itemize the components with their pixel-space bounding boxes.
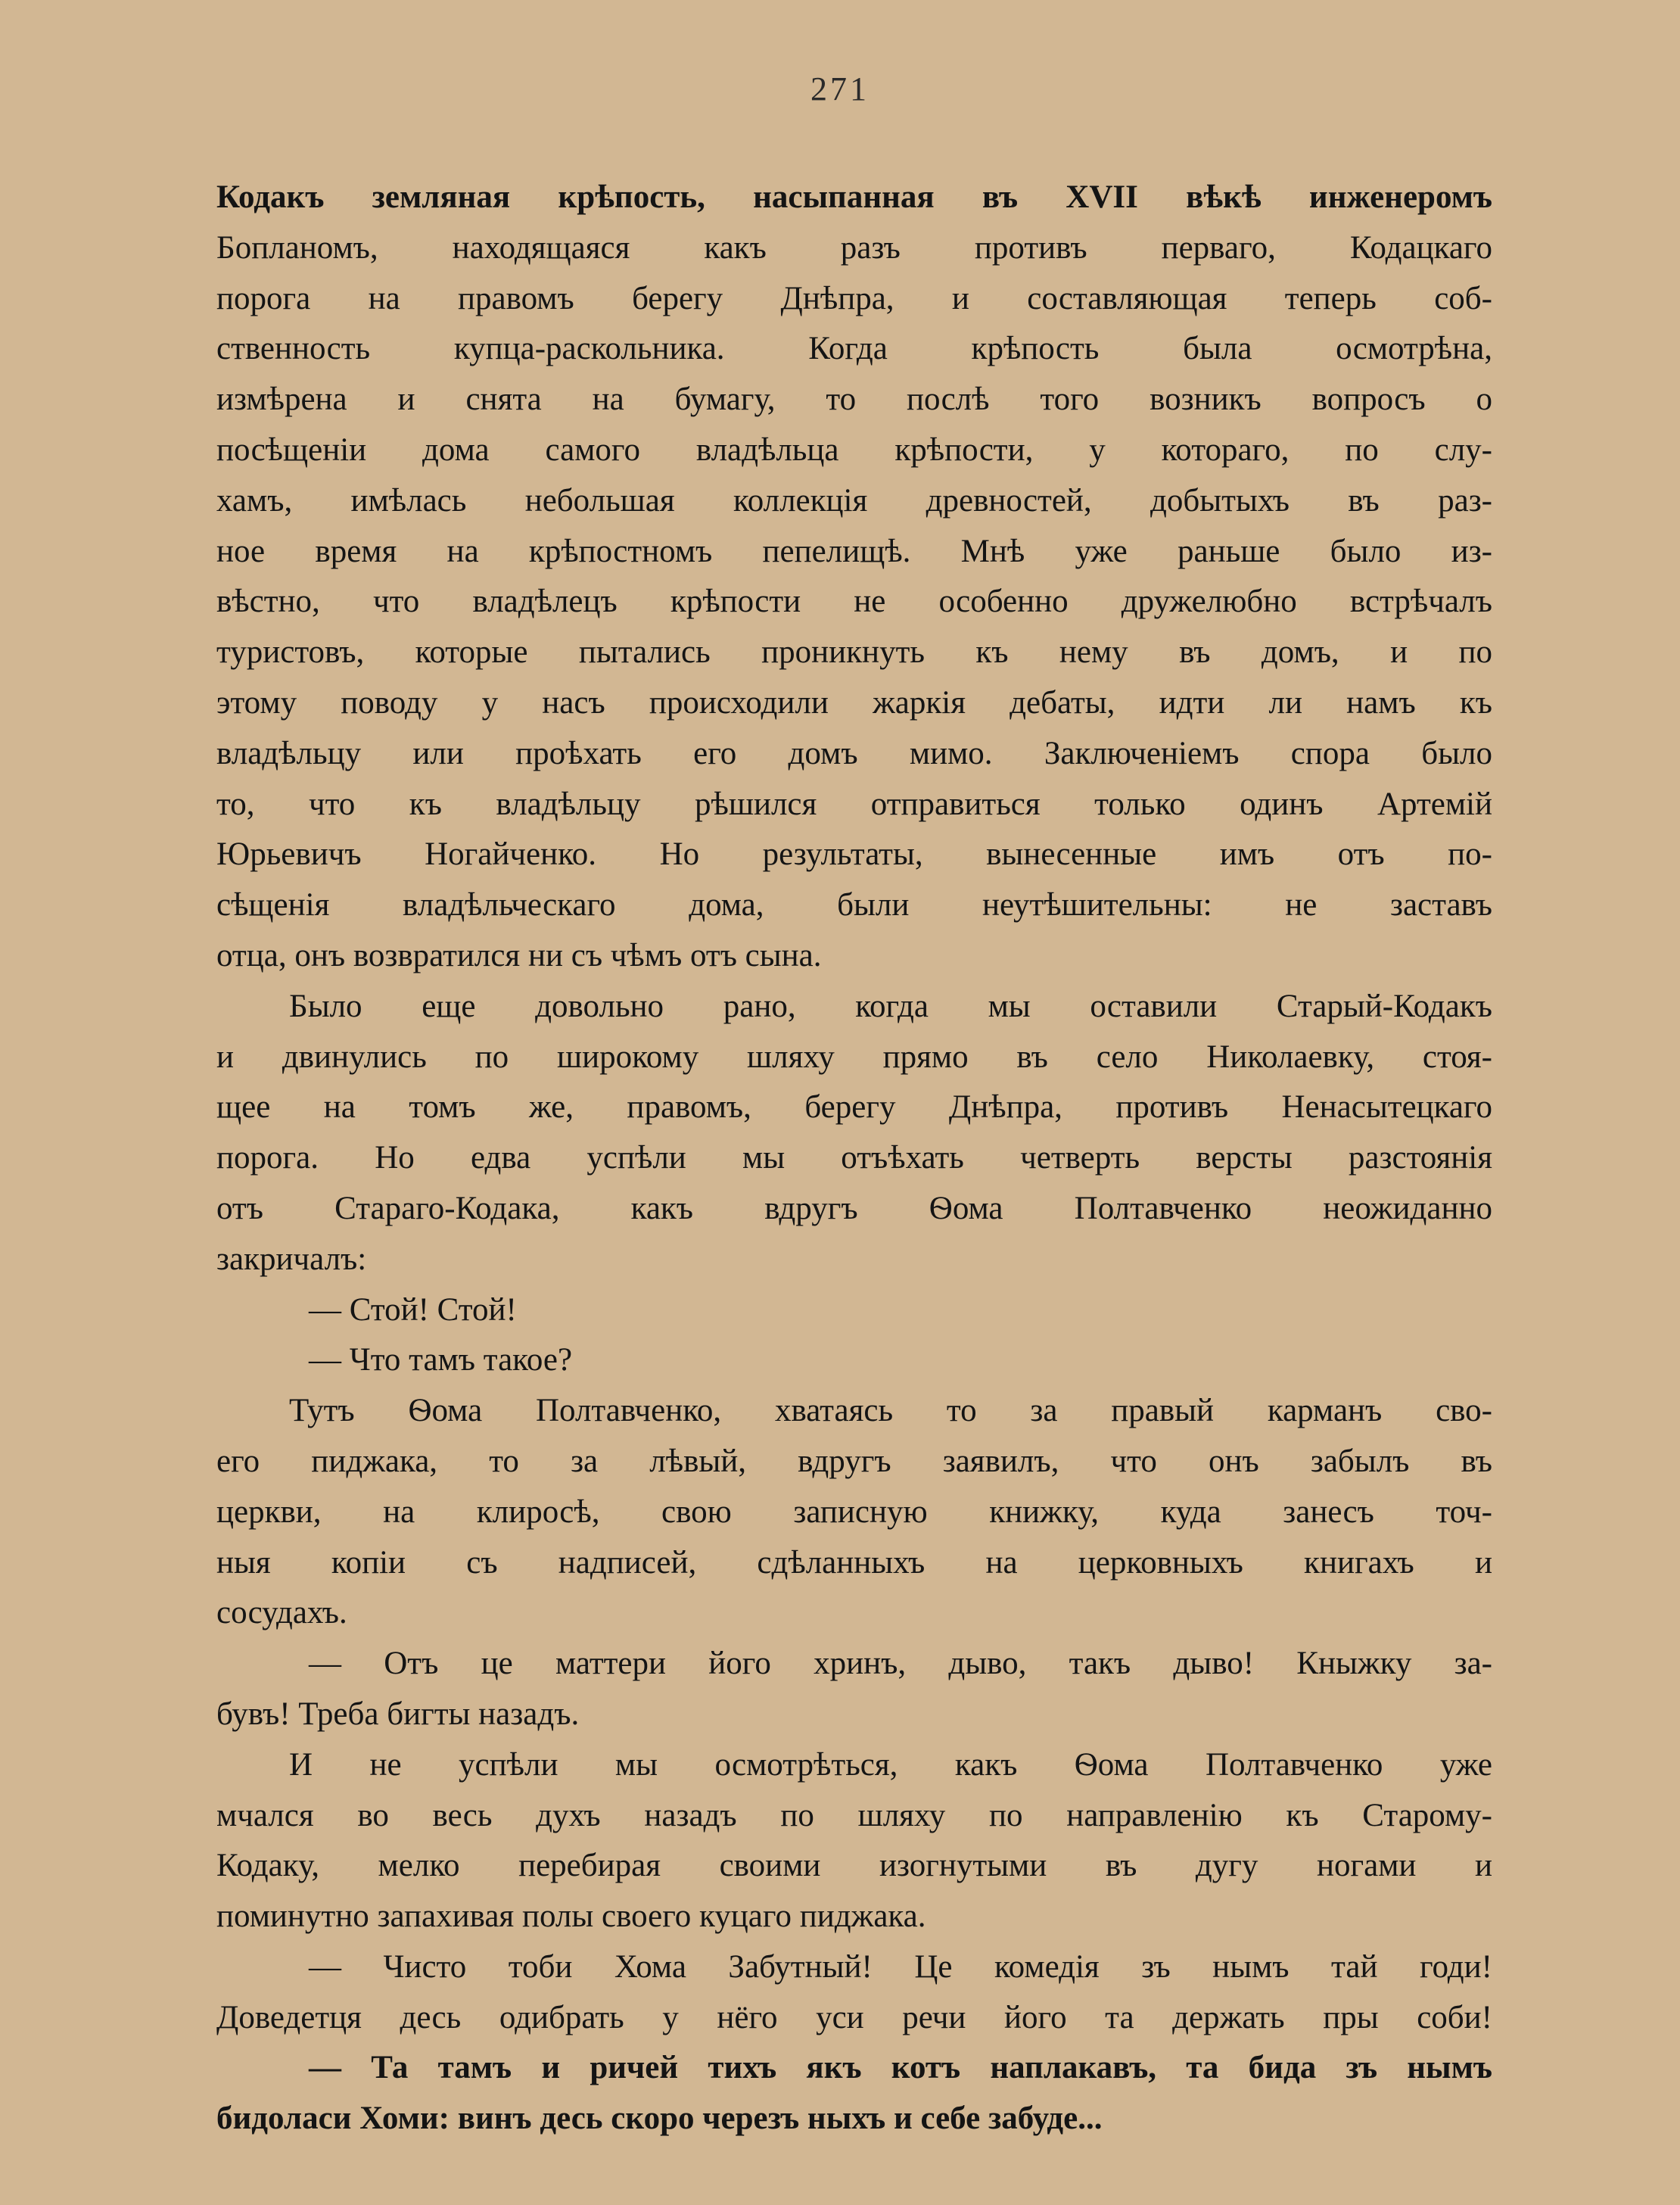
- text-line: туристовъ, которые пытались проникнуть къ нему въ домъ, и по: [216, 634, 1492, 671]
- text-line: — Отъ це маттери його хринъ, дыво, такъ дыво! Кныжку за-: [309, 1646, 1492, 1682]
- text-line: ное время на крѣпостномъ пепелищѣ. Мнѣ уже раньше было из-: [216, 533, 1492, 569]
- page-number: 271: [810, 70, 870, 107]
- text-line: — Чисто тоби Хома Забутный! Це комедія зъ нымъ тай годи!: [309, 1948, 1492, 1985]
- text-line: ныя копіи съ надписей, сдѣланныхъ на церковныхъ книгахъ и: [216, 1544, 1492, 1581]
- text-line: этому поводу у насъ происходили жаркія дебаты, идти ли намъ къ: [216, 684, 1492, 721]
- text-line: порога на правомъ берегу Днѣпра, и составляющая теперь соб-: [216, 280, 1492, 316]
- text-line: церкви, на клиросѣ, свою записную книжку, куда занесъ точ-: [216, 1493, 1492, 1530]
- text-line: отца, онъ возвратился ни съ чѣмъ отъ сына.: [216, 937, 822, 973]
- text-line: ственность купца-раскольника. Когда крѣпость была осмотрѣна,: [216, 331, 1492, 367]
- text-line: порога. Но едва успѣли мы отъѣхать четверть версты разстоянія: [216, 1140, 1492, 1176]
- text-line: — Что тамъ такое?: [309, 1342, 573, 1378]
- text-line: бувъ! Треба бигты назадъ.: [216, 1696, 580, 1732]
- text-line: И не успѣли мы осмотрѣться, какъ Ѳома Полтавченко уже: [289, 1746, 1492, 1783]
- body-text: [216, 173, 1492, 2144]
- text-line: Кодаку, мелко перебирая своими изогнутыми въ дугу ногами и: [216, 1848, 1492, 1884]
- text-line: вѣстно, что владѣлецъ крѣпости не особенно дружелюбно встрѣчалъ: [216, 584, 1492, 620]
- text-line: мчался во весь духъ назадъ по шляху по направленію къ Старому-: [216, 1797, 1492, 1833]
- text-line: Доведетця десь одибрать у нёго уси речи його та держать пры соби!: [216, 1999, 1492, 2035]
- text-line: посѣщеніи дома самого владѣльца крѣпости, у котораго, по слу-: [216, 431, 1492, 468]
- text-line: — Та тамъ и ричей тихъ якъ котъ наплакавъ, та бида зъ нымъ: [309, 2050, 1492, 2086]
- text-line: сосудахъ.: [216, 1595, 347, 1631]
- text-line: и двинулись по широкому шляху прямо въ село Николаевку, стоя-: [216, 1039, 1492, 1075]
- text-line: — Стой! Стой!: [309, 1291, 517, 1328]
- text-line: измѣрена и снята на бумагу, то послѣ того возникъ вопросъ о: [216, 382, 1492, 418]
- text-line: отъ Стараго-Кодака, какъ вдругъ Ѳома Полтавченко неожиданно: [216, 1190, 1492, 1226]
- text-line: Бопланомъ, находящаяся какъ разъ противъ перваго, Кодацкаго: [216, 229, 1492, 266]
- text-line: Юрьевичъ Ногайченко. Но результаты, вынесенные имъ отъ по-: [216, 836, 1492, 873]
- text-line: щее на томъ же, правомъ, берегу Днѣпра, противъ Ненасытецкаго: [216, 1089, 1492, 1126]
- text-line: то, что къ владѣльцу рѣшился отправиться только одинъ Артемій: [216, 786, 1492, 822]
- text-line: бидоласи Хоми: винъ десь скоро черезъ ныхъ и себе забуде...: [216, 2101, 1103, 2137]
- text-line: хамъ, имѣлась небольшая коллекція древностей, добытыхъ въ раз-: [216, 482, 1492, 519]
- text-line: владѣльцу или проѣхать его домъ мимо. Заключеніемъ спора было: [216, 735, 1492, 771]
- text-line: Кодакъ земляная крѣпость, насыпанная въ XVII вѣкѣ инженеромъ: [216, 179, 1492, 215]
- text-line: Было еще довольно рано, когда мы оставили Старый-Кодакъ: [289, 988, 1492, 1024]
- text-line: закричалъ:: [216, 1241, 367, 1277]
- text-line: сѣщенія владѣльческаго дома, были неутѣшительны: не заставъ: [216, 887, 1492, 923]
- text-line: его пиджака, то за лѣвый, вдругъ заявилъ, что онъ забылъ въ: [216, 1443, 1492, 1479]
- text-line: Тутъ Ѳома Полтавченко, хватаясь то за правый карманъ сво-: [289, 1393, 1492, 1429]
- text-line: поминутно запахивая полы своего куцаго пиджака.: [216, 1898, 926, 1935]
